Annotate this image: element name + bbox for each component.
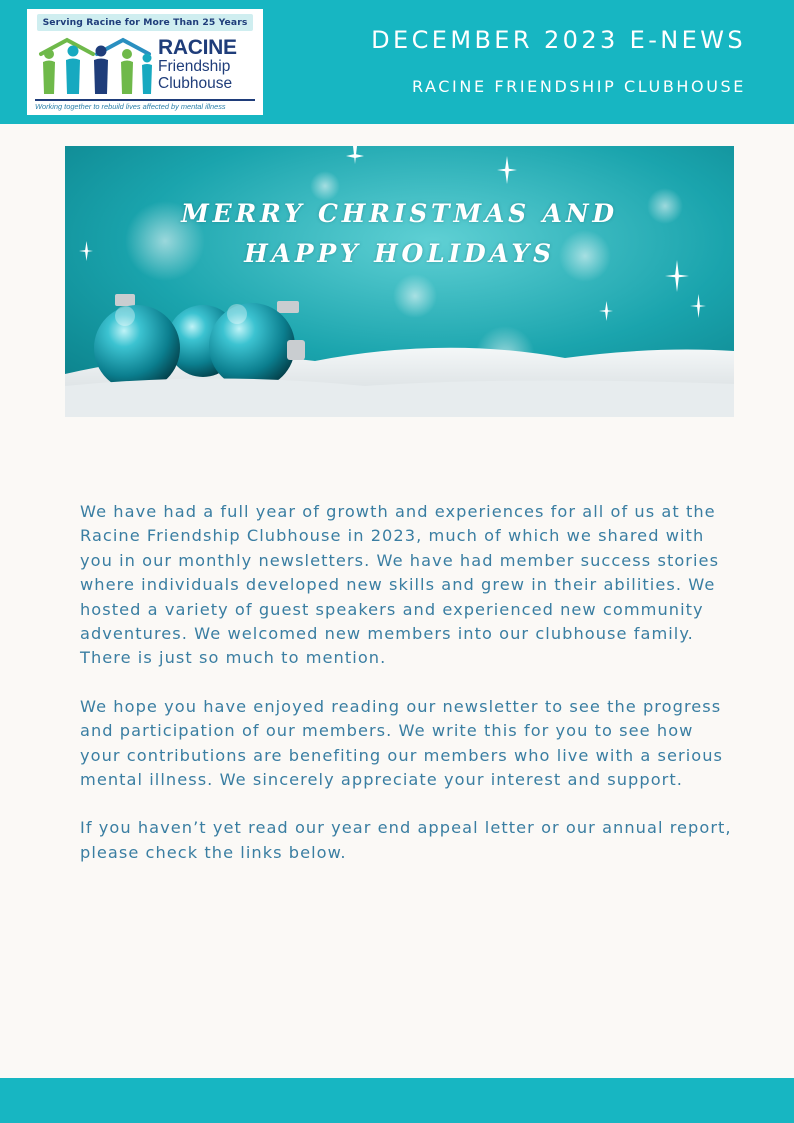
- logo-name-line3: Clubhouse: [158, 74, 233, 92]
- logo-wordmark: [158, 37, 258, 91]
- logo-divider: [35, 99, 255, 101]
- header-bar: [0, 0, 794, 124]
- logo-name-line2: Friendship: [158, 58, 231, 75]
- holiday-banner-image: [65, 146, 734, 417]
- ornaments-snow-illustration: [65, 146, 734, 417]
- logo-name-line1: RACINE: [158, 36, 237, 59]
- footer-bar: [0, 1078, 794, 1123]
- holiday-greeting-line2: HAPPY HOLIDAYS: [244, 239, 555, 268]
- body-paragraph: We hope you have enjoyed reading our newsletter to see the progress and participation of our members. We write this for you to see how your contributions are benefiting our members who live with a serious mental illness. We sincerely appreciate your interest and support.: [80, 696, 724, 790]
- clubhouse-logo[interactable]: [27, 9, 263, 115]
- holiday-greeting: [65, 194, 734, 274]
- holiday-greeting-line1: MERRY CHRISTMAS AND: [181, 199, 618, 228]
- logo-banner: Serving Racine for More Than 25 Years: [37, 14, 253, 31]
- newsletter-body: [80, 500, 740, 889]
- logo-tagline: Working together to rebuild lives affected by mental illness: [35, 102, 226, 111]
- body-paragraph: If you haven’t yet read our year end appeal letter or our annual report, please check the links below.: [80, 818, 732, 862]
- body-paragraph: We have had a full year of growth and experiences for all of us at the Racine Friendship Clubhouse in 2023, much of which we shared with you in our monthly newsletters. We have had member success stories where individuals developed new skills and grew in their abilities. We hosted a variety of guest speakers and experienced new community adventures. We welcomed new members into our clubhouse family. There is just so much to mention.: [80, 502, 720, 668]
- newsletter-subtitle: RACINE FRIENDSHIP CLUBHOUSE: [411, 77, 746, 96]
- people-figures-icon: [33, 34, 157, 96]
- newsletter-title: DECEMBER 2023 E-NEWS: [371, 26, 746, 54]
